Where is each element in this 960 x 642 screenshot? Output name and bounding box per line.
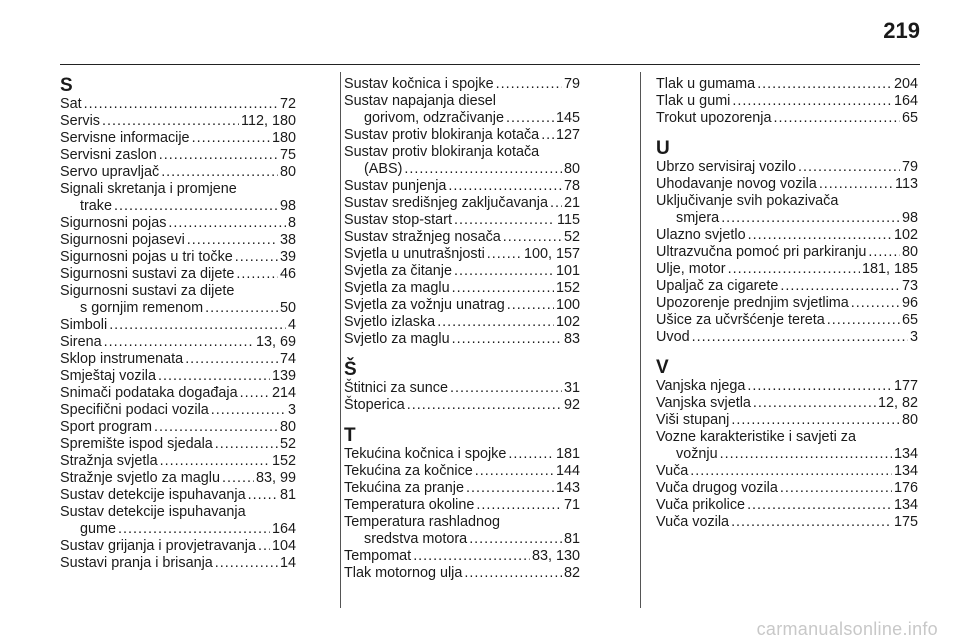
index-page-ref: 180 — [271, 130, 296, 146]
dot-leader — [731, 514, 892, 531]
index-entry — [344, 446, 580, 463]
index-entry — [344, 178, 580, 195]
dot-leader — [464, 565, 562, 582]
section-letter: S — [60, 75, 73, 96]
index-entry — [656, 159, 918, 176]
index-page-ref: 81 — [563, 531, 580, 547]
dot-leader — [404, 161, 562, 178]
index-page-ref: 65 — [901, 110, 918, 126]
index-page-ref: 74 — [279, 351, 296, 367]
index-term: Tekućina za pranje — [344, 480, 464, 496]
index-term: Svjetla u unutrašnjosti — [344, 246, 485, 262]
index-entry — [60, 232, 296, 249]
dot-leader — [780, 480, 892, 497]
index-page-ref: 79 — [563, 76, 580, 92]
index-term: Viši stupanj — [656, 412, 730, 428]
index-page-ref: 73 — [901, 278, 918, 294]
section-letter: Š — [344, 359, 357, 380]
dot-leader — [731, 412, 900, 429]
index-page-ref: 100 — [555, 297, 580, 313]
index-entry — [344, 280, 580, 297]
dot-leader — [452, 280, 554, 297]
index-entry — [656, 278, 918, 295]
dot-leader — [187, 232, 278, 249]
index-term: Ulazno svjetlo — [656, 227, 746, 243]
index-page-ref: 98 — [901, 210, 918, 226]
index-entry — [656, 446, 918, 463]
index-entry — [344, 76, 580, 93]
index-page-ref: 214 — [271, 385, 296, 401]
index-entry — [60, 334, 296, 351]
dot-leader — [205, 300, 278, 317]
index-entry — [344, 263, 580, 280]
index-page-ref: 134 — [893, 463, 918, 479]
index-entry — [656, 210, 918, 227]
index-entry-heading: Uključivanje svih pokazivača — [656, 193, 839, 209]
index-term: (ABS) — [364, 161, 403, 177]
index-entry-heading: Sustav protiv blokiranja kotača — [344, 144, 540, 160]
dot-leader — [550, 195, 562, 212]
dot-leader — [454, 263, 554, 280]
index-term: Sigurnosni pojas u tri točke — [60, 249, 233, 265]
index-term: Sustav kočnica i spojke — [344, 76, 494, 92]
dot-leader — [503, 229, 562, 246]
dot-leader — [452, 331, 562, 348]
index-term: Vuča drugog vozila — [656, 480, 778, 496]
index-term: Sustav središnjeg zaključavanja — [344, 195, 548, 211]
index-entry — [344, 110, 580, 127]
index-page-ref: 176 — [893, 480, 918, 496]
index-term: Sklop instrumenata — [60, 351, 184, 367]
dot-leader — [496, 76, 562, 93]
index-page-ref: 80 — [563, 161, 580, 177]
dot-leader — [747, 378, 892, 395]
index-page-ref: 4 — [287, 317, 296, 333]
dot-leader — [827, 312, 900, 329]
index-page-ref: 83 — [563, 331, 580, 347]
index-page-ref: 3 — [287, 402, 296, 418]
index-page-ref: 175 — [893, 514, 918, 530]
index-term: Sigurnosni sustavi za dijete — [60, 266, 235, 282]
index-page-ref: 181, 185 — [861, 261, 918, 277]
index-page-ref: 80 — [279, 164, 296, 180]
index-entry — [60, 555, 296, 572]
index-term: sredstva motora — [364, 531, 468, 547]
column-divider — [340, 72, 341, 608]
dot-leader — [118, 521, 270, 538]
dot-leader — [160, 453, 270, 470]
dot-leader — [240, 385, 270, 402]
dot-leader — [437, 314, 554, 331]
dot-leader — [728, 261, 860, 278]
index-term: Smještaj vozila — [60, 368, 156, 384]
index-term: gorivom, odzračivanje — [364, 110, 504, 126]
index-page-ref: 98 — [279, 198, 296, 214]
index-page-ref: 52 — [279, 436, 296, 452]
index-term: Upaljač za cigarete — [656, 278, 779, 294]
index-entry — [344, 314, 580, 331]
dot-leader — [541, 127, 554, 144]
index-term: Sustav grijanja i provjetravanja — [60, 538, 256, 554]
index-page-ref: 112, 180 — [241, 113, 296, 129]
index-entry — [60, 249, 296, 266]
index-entry — [656, 227, 918, 244]
dot-leader — [158, 368, 270, 385]
dot-leader — [154, 419, 278, 436]
index-page-ref: 80 — [901, 244, 918, 260]
index-page-ref: 38 — [279, 232, 296, 248]
index-page-ref: 145 — [555, 110, 580, 126]
index-term: Tlak u gumama — [656, 76, 756, 92]
dot-leader — [215, 436, 278, 453]
index-entry — [656, 395, 918, 412]
index-page-ref: 96 — [901, 295, 918, 311]
index-entry — [344, 463, 580, 480]
index-term: Sat — [60, 96, 82, 112]
index-page-ref: 72 — [279, 96, 296, 112]
index-page-ref: 92 — [563, 397, 580, 413]
index-entry — [344, 127, 580, 144]
index-page-ref: 52 — [563, 229, 580, 245]
index-term: Trokut upozorenja — [656, 110, 772, 126]
index-column-2 — [344, 76, 580, 582]
header-rule — [60, 64, 920, 65]
index-term: Svjetlo za maglu — [344, 331, 450, 347]
index-term: Tekućina kočnica i spojke — [344, 446, 507, 462]
index-page-ref: 115 — [557, 212, 580, 228]
index-entry — [60, 300, 296, 317]
dot-leader — [109, 317, 286, 334]
index-entry — [344, 480, 580, 497]
index-page-ref: 102 — [555, 314, 580, 330]
index-page-ref: 81 — [279, 487, 296, 503]
index-term: Snimači podataka događaja — [60, 385, 238, 401]
index-term: Svjetla za vožnju unatrag — [344, 297, 505, 313]
index-term: Tlak motornog ulja — [344, 565, 463, 581]
index-entry — [60, 538, 296, 555]
index-term: Upozorenje prednjim svjetlima — [656, 295, 849, 311]
dot-leader — [466, 480, 554, 497]
index-page-ref: 75 — [279, 147, 296, 163]
index-entry — [60, 385, 296, 402]
index-page-ref: 177 — [893, 378, 918, 394]
index-term: Uhodavanje novog vozila — [656, 176, 817, 192]
index-entry-heading: Sigurnosni sustavi za dijete — [60, 283, 235, 299]
index-term: Servisne informacije — [60, 130, 190, 146]
dot-leader — [104, 334, 254, 351]
dot-leader — [690, 463, 892, 480]
index-term: Svjetlo izlaska — [344, 314, 436, 330]
index-entry — [60, 402, 296, 419]
index-entry — [656, 176, 918, 193]
dot-leader — [235, 249, 278, 266]
index-page-ref: 152 — [555, 280, 580, 296]
index-entry — [344, 380, 580, 397]
section-letter: T — [344, 425, 356, 446]
index-term: Sustavi pranja i brisanja — [60, 555, 213, 571]
index-entry — [656, 312, 918, 329]
index-entry — [60, 521, 296, 538]
index-page-ref: 204 — [893, 76, 918, 92]
index-term: Uvod — [656, 329, 690, 345]
index-entry — [60, 215, 296, 232]
dot-leader — [506, 110, 554, 127]
column-divider — [640, 72, 641, 608]
index-entry — [60, 419, 296, 436]
index-entry — [60, 147, 296, 164]
dot-leader — [757, 76, 892, 93]
index-term: Stražnje svjetlo za maglu — [60, 470, 220, 486]
index-entry — [656, 93, 918, 110]
index-column-3 — [656, 76, 918, 531]
index-entry — [60, 266, 296, 283]
dot-leader — [185, 351, 278, 368]
index-entry — [344, 497, 580, 514]
dot-leader — [721, 210, 900, 227]
section-letter: U — [656, 138, 670, 159]
index-term: vožnju — [676, 446, 718, 462]
index-entry — [656, 497, 918, 514]
index-entry — [60, 487, 296, 504]
index-entry — [344, 195, 580, 212]
index-page-ref: 127 — [555, 127, 580, 143]
dot-leader — [507, 297, 554, 314]
index-page-ref: 164 — [893, 93, 918, 109]
index-term: Servisni zaslon — [60, 147, 157, 163]
dot-leader — [215, 555, 278, 572]
index-entry — [60, 164, 296, 181]
index-entry — [656, 244, 918, 261]
index-page-ref: 71 — [563, 497, 580, 513]
dot-leader — [798, 159, 900, 176]
dot-leader — [475, 463, 554, 480]
index-term: Spremište ispod sjedala — [60, 436, 213, 452]
dot-leader — [159, 147, 278, 164]
index-page-ref: 8 — [287, 215, 296, 231]
index-term: Sirena — [60, 334, 102, 350]
index-entry-heading: Sustav napajanja diesel — [344, 93, 497, 109]
index-term: Sustav stop-start — [344, 212, 452, 228]
index-entry — [60, 436, 296, 453]
index-page-ref: 21 — [563, 195, 580, 211]
index-entry-heading: Signali skretanja i promjene — [60, 181, 237, 197]
index-page-ref: 134 — [893, 497, 918, 513]
index-entry — [344, 161, 580, 178]
index-term: smjera — [676, 210, 720, 226]
dot-leader — [747, 497, 892, 514]
dot-leader — [780, 278, 900, 295]
dot-leader — [476, 497, 562, 514]
dot-leader — [192, 130, 270, 147]
dot-leader — [692, 329, 908, 346]
index-term: Sustav punjenja — [344, 178, 447, 194]
index-entry — [656, 514, 918, 531]
index-entry — [60, 198, 296, 215]
index-entry — [344, 565, 580, 582]
index-entry — [60, 130, 296, 147]
index-entry — [656, 295, 918, 312]
index-page-ref: 79 — [901, 159, 918, 175]
dot-leader — [258, 538, 270, 555]
dot-leader — [732, 93, 892, 110]
index-page-ref: 50 — [279, 300, 296, 316]
index-page-ref: 82 — [563, 565, 580, 581]
index-entry — [344, 397, 580, 414]
dot-leader — [102, 113, 239, 130]
index-term: Sustav detekcije ispuhavanja — [60, 487, 246, 503]
dot-leader — [407, 397, 562, 414]
index-entry — [656, 378, 918, 395]
index-page-ref: 144 — [555, 463, 580, 479]
index-page-ref: 3 — [909, 329, 918, 345]
index-term: Simboli — [60, 317, 108, 333]
index-entry — [656, 480, 918, 497]
index-page-ref: 14 — [279, 555, 296, 571]
index-term: Stražnja svjetla — [60, 453, 158, 469]
index-page-ref: 65 — [901, 312, 918, 328]
index-term: Vanjska njega — [656, 378, 746, 394]
index-page-ref: 46 — [279, 266, 296, 282]
index-entry — [656, 76, 918, 93]
index-page-ref: 80 — [901, 412, 918, 428]
dot-leader — [720, 446, 892, 463]
index-term: Sigurnosni pojasevi — [60, 232, 185, 248]
index-page-ref: 80 — [279, 419, 296, 435]
index-term: trake — [80, 198, 112, 214]
index-term: Ulje, motor — [656, 261, 726, 277]
dot-leader — [161, 164, 278, 181]
dot-leader — [773, 110, 900, 127]
index-entry — [344, 531, 580, 548]
index-entry — [344, 297, 580, 314]
index-entry-heading: Vozne karakteristike i savjeti za — [656, 429, 856, 445]
index-entry — [344, 331, 580, 348]
index-term: Ultrazvučna pomoć pri parkiranju — [656, 244, 867, 260]
index-term: s gornjim remenom — [80, 300, 204, 316]
index-column-1 — [60, 76, 296, 572]
index-entry — [656, 329, 918, 346]
index-term: Štoperica — [344, 397, 405, 413]
index-term: Vuča prikolice — [656, 497, 746, 513]
index-term: Sport program — [60, 419, 152, 435]
index-page-ref: 134 — [893, 446, 918, 462]
index-term: Vanjska svjetla — [656, 395, 751, 411]
index-entry — [60, 96, 296, 113]
index-term: Vuča — [656, 463, 689, 479]
index-page-ref: 101 — [555, 263, 580, 279]
index-term: Tlak u gumi — [656, 93, 731, 109]
index-page-ref: 113 — [895, 176, 918, 192]
index-page-ref: 78 — [563, 178, 580, 194]
index-page-ref: 39 — [279, 249, 296, 265]
dot-leader — [753, 395, 876, 412]
index-entry — [60, 470, 296, 487]
dot-leader — [413, 548, 530, 565]
index-term: Tempomat — [344, 548, 412, 564]
dot-leader — [168, 215, 286, 232]
index-term: Svjetla za čitanje — [344, 263, 452, 279]
index-entry — [344, 229, 580, 246]
index-page-ref: 181 — [555, 446, 580, 462]
index-page-ref: 13, 69 — [255, 334, 296, 350]
index-entry — [344, 212, 580, 229]
dot-leader — [211, 402, 286, 419]
index-entry — [60, 368, 296, 385]
index-term: Servo upravljač — [60, 164, 160, 180]
index-term: Štitnici za sunce — [344, 380, 448, 396]
index-page-ref: 164 — [271, 521, 296, 537]
dot-leader — [236, 266, 278, 283]
index-page-ref: 31 — [563, 380, 580, 396]
dot-leader — [84, 96, 278, 113]
watermark: carmanualsonline.info — [756, 619, 938, 639]
index-entry — [60, 453, 296, 470]
index-term: Tekućina za kočnice — [344, 463, 473, 479]
dot-leader — [469, 531, 562, 548]
index-page-ref: 143 — [555, 480, 580, 496]
index-entry — [656, 412, 918, 429]
index-entry — [344, 548, 580, 565]
index-term: Sustav stražnjeg nosača — [344, 229, 501, 245]
index-term: Specifični podaci vozila — [60, 402, 209, 418]
index-entry — [60, 351, 296, 368]
dot-leader — [450, 380, 562, 397]
index-page-ref: 12, 82 — [877, 395, 918, 411]
index-entry — [344, 246, 580, 263]
index-page-ref: 83, 99 — [255, 470, 296, 486]
dot-leader — [448, 178, 562, 195]
index-page-ref: 102 — [893, 227, 918, 243]
index-term: gume — [80, 521, 116, 537]
section-letter: V — [656, 357, 669, 378]
index-term: Sustav protiv blokiranja kotača — [344, 127, 540, 143]
dot-leader — [248, 487, 278, 504]
dot-leader — [508, 446, 554, 463]
dot-leader — [487, 246, 522, 263]
index-term: Sigurnosni pojas — [60, 215, 167, 231]
dot-leader — [454, 212, 555, 229]
index-page-ref: 83, 130 — [531, 548, 580, 564]
index-entry — [656, 110, 918, 127]
index-term: Ušice za učvršćenje tereta — [656, 312, 825, 328]
index-page-ref: 100, 157 — [523, 246, 580, 262]
index-entry — [656, 261, 918, 278]
index-page-ref: 139 — [271, 368, 296, 384]
index-entry — [60, 317, 296, 334]
index-page-ref: 104 — [271, 538, 296, 554]
index-page-ref: 152 — [271, 453, 296, 469]
index-term: Ubrzo servisiraj vozilo — [656, 159, 796, 175]
dot-leader — [819, 176, 893, 193]
index-entry-heading: Sustav detekcije ispuhavanja — [60, 504, 246, 520]
dot-leader — [851, 295, 900, 312]
index-term: Svjetla za maglu — [344, 280, 450, 296]
index-term: Vuča vozila — [656, 514, 730, 530]
dot-leader — [868, 244, 900, 261]
index-term: Temperatura okoline — [344, 497, 475, 513]
index-term: Servis — [60, 113, 100, 129]
index-entry — [656, 463, 918, 480]
dot-leader — [114, 198, 278, 215]
dot-leader — [748, 227, 892, 244]
index-entry-heading: Temperatura rashladnog — [344, 514, 500, 530]
dot-leader — [222, 470, 254, 487]
page-number: 219 — [883, 18, 920, 43]
index-entry — [60, 113, 296, 130]
